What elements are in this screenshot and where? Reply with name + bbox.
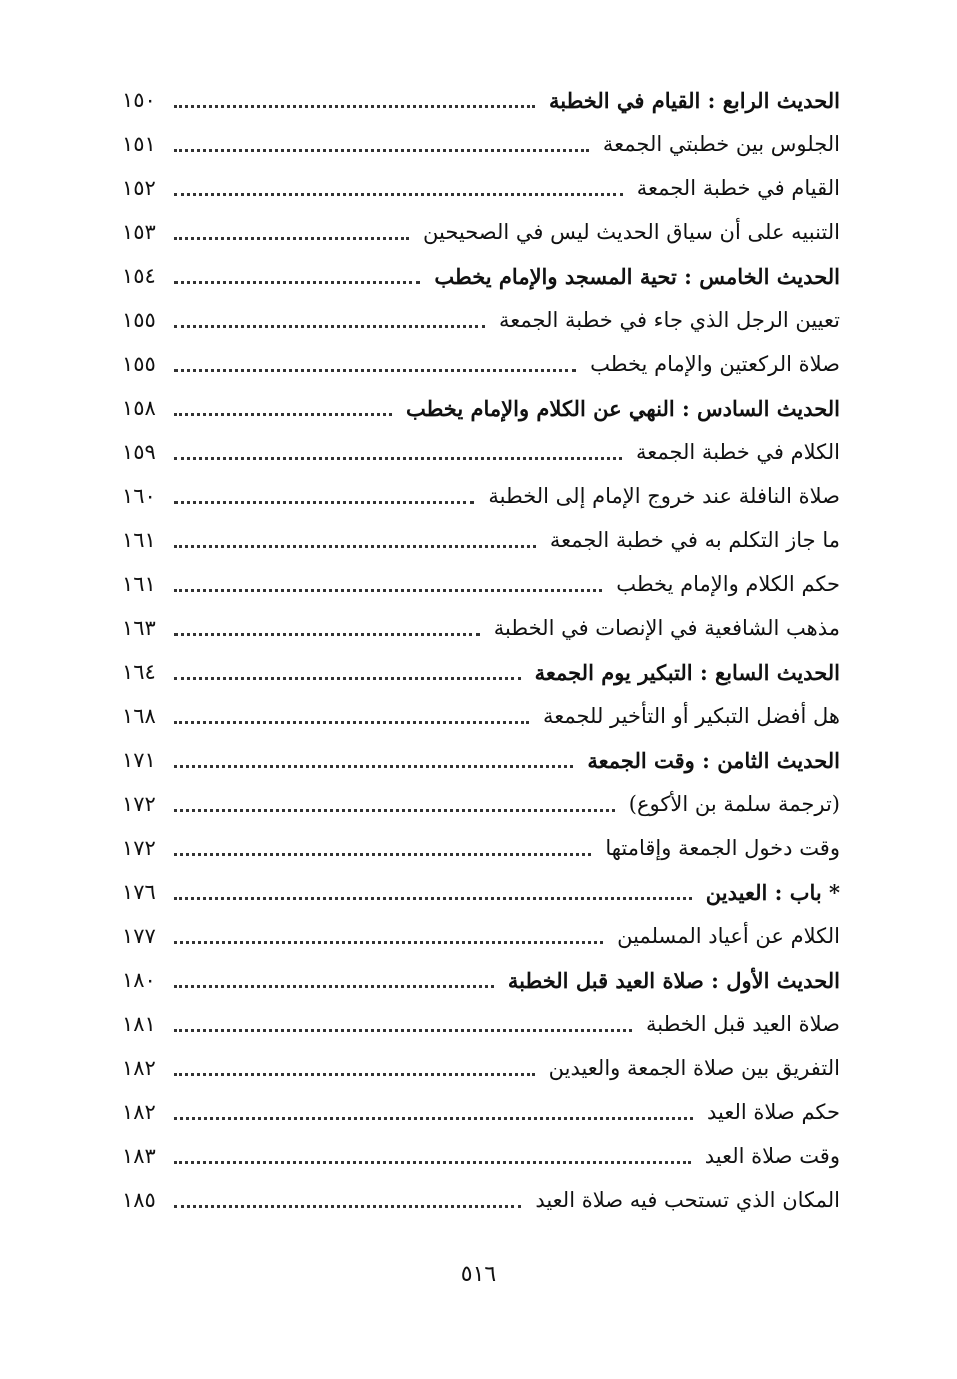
toc-entry-page: ١٥٢ [122,176,156,200]
toc-entry-page: ١٨٥ [122,1188,156,1212]
dot-leader [174,853,591,856]
dot-leader [174,941,603,944]
dot-leader [174,1073,535,1076]
toc-entry [122,210,840,254]
toc-entry-page: ١٧٦ [122,880,156,904]
toc-entry-title: الكلام عن أعياد المسلمين [617,924,840,948]
toc-entry-page: ١٧١ [122,748,156,772]
dot-leader [174,589,602,592]
toc-entry-title: الجلوس بين خطبتي الجمعة [602,132,840,156]
toc-entry-title: صلاة الركعتين والإمام يخطب [590,352,840,376]
toc-entry-page: ١٧٧ [122,924,156,948]
toc-entry-title: الحديث السادس : النهي عن الكلام والإمام يخطب [405,395,840,421]
toc-entry-title: صلاة النافلة عند خروج الإمام إلى الخطبة [488,484,840,508]
toc-entry [122,1178,840,1222]
dot-leader [174,809,615,812]
toc-entry-title: تعيين الرجل الذي جاء في خطبة الجمعة [498,308,840,332]
toc-entry-title: هل أفضل التبكير أو التأخير للجمعة [542,704,840,728]
dot-leader [174,501,474,504]
toc-entry-title: ما جاز التكلم به في خطبة الجمعة [549,528,840,552]
toc-entry [122,606,840,650]
toc-entry [122,1046,840,1090]
dot-leader [174,897,692,900]
toc-entry-page: ١٧٢ [122,836,156,860]
dot-leader [174,457,622,460]
toc-entry [122,738,840,782]
toc-entry-page: ١٦٤ [122,660,156,684]
toc-entry [122,386,840,430]
dot-leader [174,413,392,416]
toc-entry [122,342,840,386]
toc-entry-page: ١٦٨ [122,704,156,728]
toc-entry-page: ١٥٨ [122,396,156,420]
dot-leader [174,677,521,680]
toc-entry-page: ١٥٠ [122,88,156,112]
dot-leader [174,545,536,548]
toc-entry-title: الكلام في خطبة الجمعة [635,440,840,464]
toc-entry [122,474,840,518]
toc-entry [122,562,840,606]
toc-entry [122,650,840,694]
toc-entry-title: الحديث الرابع : القيام في الخطبة [548,87,840,113]
toc-entry-title: مذهب الشافعية في الإنصات في الخطبة [493,616,840,640]
toc-entry-title: الحديث الخامس : تحية المسجد والإمام يخطب [434,263,840,289]
dot-leader [174,1029,632,1032]
toc-entry-title: صلاة العيد قبل الخطبة [645,1012,840,1036]
dot-leader [174,1117,693,1120]
toc-entry [122,166,840,210]
dot-leader [174,721,529,724]
page-number: ٥١٦ [460,1262,497,1287]
toc-entry-page: ١٥١ [122,132,156,156]
dot-leader [174,633,480,636]
toc-entry-title: * باب : العيدين [705,879,840,905]
toc-entry-title: حكم الكلام والإمام يخطب [616,572,840,596]
toc-entry [122,1090,840,1134]
toc-entry-title: القيام في خطبة الجمعة [636,176,840,200]
toc-entry [122,298,840,342]
toc-entry [122,1134,840,1178]
toc-entry [122,78,840,122]
dot-leader [174,985,494,988]
toc-entry-page: ١٧٢ [122,792,156,816]
toc-entry-title: وقت دخول الجمعة وإقامتها [605,836,840,860]
toc-entry [122,254,840,298]
toc-entry-page: ١٨٣ [122,1144,156,1168]
toc-entry-title: التنبيه على أن سياق الحديث ليس في الصحيحين [423,220,840,244]
dot-leader [174,1161,691,1164]
table-of-contents [122,78,840,1222]
toc-entry [122,958,840,1002]
toc-entry-page: ١٦٠ [122,484,156,508]
toc-entry-page: ١٨١ [122,1012,156,1036]
toc-entry-page: ١٥٤ [122,264,156,288]
dot-leader [174,193,623,196]
dot-leader [174,149,589,152]
toc-entry-page: ١٥٥ [122,352,156,376]
toc-entry-title: المكان الذي تستحب فيه صلاة العيد [535,1188,840,1212]
toc-entry-page: ١٨٠ [122,968,156,992]
toc-entry-title: (ترجمة سلمة بن الأكوع) [628,792,840,816]
toc-entry [122,914,840,958]
toc-entry [122,870,840,914]
toc-entry-title: الحديث الأول : صلاة العيد قبل الخطبة [507,967,840,993]
toc-entry [122,782,840,826]
dot-leader [174,281,420,284]
dot-leader [174,325,485,328]
toc-entry-title: حكم صلاة العيد [707,1100,840,1124]
toc-entry-page: ١٥٩ [122,440,156,464]
toc-entry [122,694,840,738]
toc-entry-page: ١٦٣ [122,616,156,640]
toc-entry-title: الحديث السابع : التبكير يوم الجمعة [534,659,840,685]
toc-entry [122,518,840,562]
dot-leader [174,765,573,768]
toc-entry-title: وقت صلاة العيد [704,1144,840,1168]
dot-leader [174,369,576,372]
toc-entry [122,122,840,166]
toc-entry-page: ١٨٢ [122,1056,156,1080]
dot-leader [174,105,535,108]
toc-entry-title: الحديث الثامن : وقت الجمعة [587,747,840,773]
dot-leader [174,1205,521,1208]
toc-entry [122,826,840,870]
toc-entry [122,430,840,474]
toc-entry-page: ١٦١ [122,528,156,552]
toc-entry-page: ١٥٥ [122,308,156,332]
toc-entry-title: التفريق بين صلاة الجمعة والعيدين [548,1056,840,1080]
toc-entry-page: ١٥٣ [122,220,156,244]
toc-entry-page: ١٦١ [122,572,156,596]
dot-leader [174,237,409,240]
toc-entry-page: ١٨٢ [122,1100,156,1124]
toc-entry [122,1002,840,1046]
